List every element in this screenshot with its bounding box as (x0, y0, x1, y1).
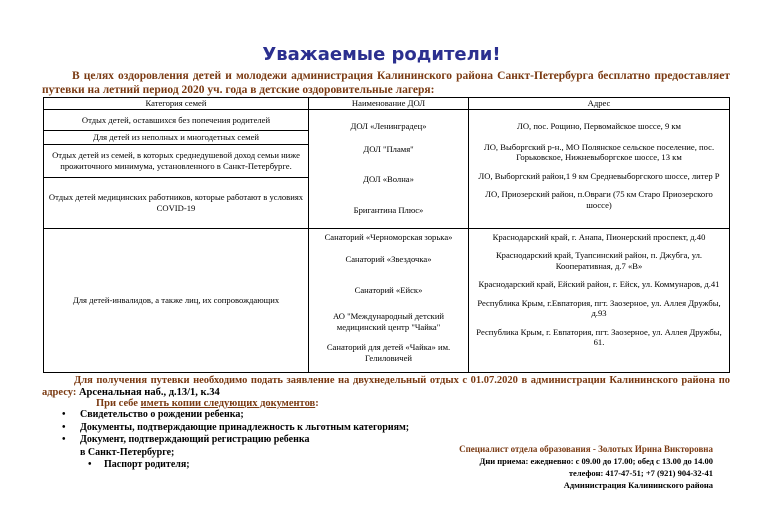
specialist-name: Специалист отдела образования - Золотых Ирина Викторовна (459, 444, 713, 454)
camp-address: ЛО, Выборгский район,1 9 км Средневыборгского шоссе, литер Р (478, 170, 720, 181)
header-address: Адрес (469, 98, 730, 110)
instructions-text: Для получения путевки необходимо подать заявление на двухнедельный отдых с 01.07.2020 в администрации Калининского района по адресу: (42, 375, 730, 398)
bullet-icon: • (62, 421, 66, 433)
camp-address: ЛО, Приозерский район, п.Овраги (75 км Старо Приозерского шоссе) (485, 189, 713, 210)
header-category: Категория семей (44, 98, 309, 110)
phone-numbers: телефон: 417-47-51; +7 (921) 904-32-41 (568, 468, 713, 478)
document-label: Паспорт родителя; (104, 459, 190, 470)
camps-table (43, 97, 730, 373)
camp-name: ДОЛ "Пламя" (363, 143, 414, 154)
camp-name: Санаторий «Черноморская зорька» (324, 231, 453, 242)
addresses-cell-group1 (469, 110, 730, 229)
camp-name: АО "Международный детский медицинский центр "Чайка" (332, 311, 445, 332)
camp-address: ЛО, пос. Рощино, Первомайское шоссе, 9 км (516, 121, 681, 131)
list-item (42, 422, 442, 435)
documents-list (42, 409, 442, 472)
camp-name: Бригантина Плюс» (353, 204, 424, 215)
list-item (42, 409, 442, 422)
list-item (42, 447, 442, 460)
bullet-icon: • (62, 434, 66, 445)
table-row (44, 228, 730, 373)
camps-cell-group2 (309, 228, 469, 373)
category-cell: Отдых детей из семей, в которых среднедушевой доход семьи ниже прожиточного минимума, установленного в Санкт-Петербурге. (44, 144, 309, 177)
category-cell: Отдых детей медицинских работников, которые работают в условиях COVID-19 (44, 177, 309, 228)
intro-paragraph: В целях оздоровления детей и молодежи администрация Калининского района Санкт-Петербурга бесплатно предоставляет путевки на летний период 2020 уч. года в детские оздоровительные лагеря: (42, 70, 730, 96)
bring-prefix: При себе (96, 398, 141, 409)
organization-name: Администрация Калининского района (563, 480, 713, 490)
camp-address: Краснодарский край, Ейский район, г. Ейск, ул. Коммунаров, д.41 (478, 279, 720, 289)
camps-cell-group1 (309, 110, 469, 229)
bullet-icon: • (88, 459, 92, 470)
page-title: Уважаемые родители! (262, 44, 501, 65)
table-row (44, 110, 730, 131)
camp-address: Краснодарский край, г. Анапа, Пионерский проспект, д.40 (492, 231, 706, 242)
camp-address: ЛО, Выборгский р-н., МО Полянское сельское поселение, пос. Горьковское, Нижневыборгское шоссе, 13 км (483, 141, 715, 162)
document-label: Документы, подтверждающие принадлежность к льготным категориям; (80, 421, 410, 433)
document-label: в Санкт-Петербурге; (80, 446, 175, 458)
camp-address: Краснодарский край, Туапсинский район, п. Джубга, ул. Кооперативная, д.7 «В» (495, 250, 703, 271)
bring-underlined: иметь копии следующих документов (140, 398, 316, 409)
table-header-row (44, 98, 730, 110)
document-label: Свидетельство о рождении ребенка; (80, 409, 244, 420)
bring-documents-heading (96, 398, 319, 409)
category-cell: Для детей-инвалидов, а также лиц, их сопровождающих (44, 228, 309, 373)
category-cell: Для детей из неполных и многодетных семей (44, 131, 309, 145)
camp-name: ДОЛ «Волна» (363, 174, 414, 184)
camp-address: Республика Крым, г. Евпатория, пгт. Заозерное, ул. Аллея Дружбы, 61. (476, 326, 722, 347)
list-item (42, 434, 442, 447)
instructions-paragraph (42, 375, 730, 399)
list-item (42, 459, 442, 472)
camp-name: Санаторий для детей «Чайка» им. Гелиловичей (326, 342, 451, 363)
bring-suffix: : (315, 398, 319, 409)
signature-block (459, 443, 713, 491)
camp-name: Санаторий «Звездочка» (345, 254, 432, 264)
camp-name: Санаторий «Ейск» (354, 284, 423, 295)
document-label: Документ, подтверждающий регистрацию ребенка (80, 434, 310, 445)
header-camp: Наименование ДОЛ (309, 98, 469, 110)
reception-hours: Дни приема: ежедневно: с 09.00 до 17.00; обед с 13.00 до 14.00 (479, 456, 713, 466)
bullet-icon: • (62, 409, 66, 420)
addresses-cell-group2 (469, 228, 730, 373)
office-address: Арсенальная наб., д.13/1, к.34 (78, 387, 220, 398)
camp-name: ДОЛ «Ленинградец» (350, 121, 427, 131)
camp-address: Республика Крым, г.Евпатория, пгт. Заозерное, ул. Аллея Дружбы, д.93 (477, 297, 721, 318)
category-cell: Отдых детей, оставшихся без попечения родителей (44, 110, 309, 131)
